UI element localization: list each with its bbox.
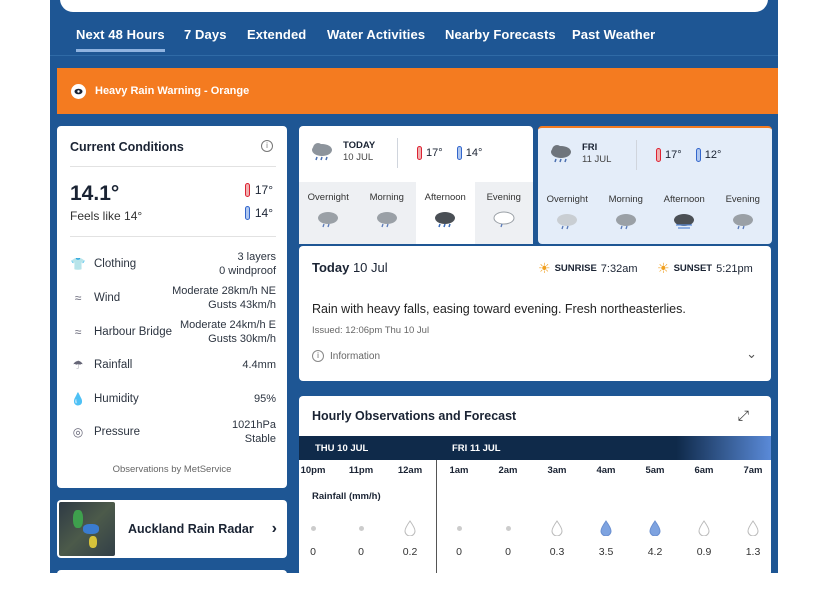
heavy-rain-warning-banner[interactable] <box>57 68 778 114</box>
forecast-day-header: FRI 11 JUL <box>548 142 611 166</box>
no-rain-dot-icon <box>299 526 333 531</box>
sunset-icon: ☀ <box>657 260 670 276</box>
rainfall-value: 1.3 <box>745 546 761 558</box>
divider <box>70 236 276 237</box>
thermometer-hot-icon <box>656 148 661 162</box>
condition-row-wind: ≈ Wind Moderate 28km/h NE Gusts 43km/h <box>70 284 276 312</box>
rainfall-value: 0 <box>358 546 364 558</box>
raindrop-icon <box>586 520 626 541</box>
hour-label: 3am <box>547 465 567 476</box>
forecast-periods <box>538 184 772 246</box>
current-conditions-card <box>57 126 287 488</box>
app-window <box>50 0 778 573</box>
thermometer-cold-icon <box>457 146 462 160</box>
showers-cloud-icon <box>555 211 579 231</box>
raindrop-icon <box>684 520 724 541</box>
search-bar[interactable] <box>60 0 768 12</box>
pressure-icon: ◎ <box>72 425 84 439</box>
current-temperature: 14.1° <box>70 182 120 205</box>
forecast-summary: Rain with heavy falls, easing toward evening. Fresh northeasterlies. <box>312 302 686 316</box>
date-label: FRI 11 JUL <box>452 443 501 454</box>
raindrop-icon <box>537 520 577 541</box>
hour-label: 2am <box>498 465 518 476</box>
rain-cloud-icon <box>309 141 335 163</box>
rainfall-value: 0.9 <box>696 546 712 558</box>
hour-label: 1am <box>449 465 469 476</box>
sunrise: ☀ SUNRISE 7:32am <box>538 260 638 276</box>
hour-label: 11pm <box>348 465 374 476</box>
hour-label: 10pm <box>300 465 326 476</box>
thermometer-cold-icon <box>245 206 250 220</box>
heavy-rain-cloud-icon <box>433 209 457 229</box>
current-conditions-title: Current Conditions <box>70 140 184 154</box>
forecast-day-header: TODAY 10 JUL <box>309 140 375 164</box>
no-rain-dot-icon <box>341 526 381 531</box>
forecast-card-fri[interactable] <box>538 126 772 244</box>
shirt-icon: 👕 <box>70 257 86 271</box>
wind-icon: ≈ <box>74 325 82 339</box>
radar-echo <box>73 510 83 528</box>
next-card-edge <box>57 570 287 573</box>
divider <box>397 138 398 168</box>
period-morning[interactable]: Morning <box>597 184 656 246</box>
rainfall-value: 0 <box>456 546 462 558</box>
forecast-tabs <box>50 20 778 56</box>
information-toggle[interactable]: i Information <box>312 350 380 362</box>
period-afternoon[interactable]: Afternoon <box>655 184 714 246</box>
rain-cloud-icon <box>316 209 340 229</box>
sunrise-icon: ☀ <box>538 260 551 276</box>
condition-row-harbour-bridge: ≈ Harbour Bridge Moderate 24km/h E Gusts 30km/h <box>70 318 276 346</box>
eye-icon <box>71 84 86 99</box>
info-icon: i <box>312 350 324 362</box>
wind-icon: ≈ <box>74 291 82 305</box>
expand-icon[interactable]: ⤢ <box>737 407 749 423</box>
hour-labels <box>299 460 771 484</box>
hour-label: 5am <box>645 465 665 476</box>
humidity-icon: 💧 <box>70 392 86 406</box>
rain-cloud-icon <box>375 209 399 229</box>
divider <box>70 166 276 167</box>
low-temp: 14° <box>245 206 273 220</box>
issued-time: Issued: 12:06pm Thu 10 Jul <box>312 325 430 336</box>
rainfall-value: 0 <box>505 546 511 558</box>
no-rain-dot-icon <box>439 526 479 531</box>
chevron-right-icon[interactable]: › <box>271 520 277 537</box>
period-morning[interactable]: Morning <box>358 182 417 244</box>
rainfall-value: 3.5 <box>598 546 614 558</box>
sunset: ☀ SUNSET 5:21pm <box>657 260 753 276</box>
raindrop-icon <box>733 520 771 541</box>
divider <box>636 140 637 170</box>
period-evening[interactable]: Evening <box>475 182 534 244</box>
rain-icon: ☂ <box>72 358 84 372</box>
forecast-temps: 17° 14° <box>417 146 482 160</box>
tab-7-days[interactable]: 7 Days <box>184 27 227 42</box>
period-evening[interactable]: Evening <box>714 184 773 246</box>
forecast-periods <box>299 182 533 244</box>
today-detail-card <box>299 246 771 381</box>
chevron-down-icon[interactable]: ⌄ <box>746 346 757 361</box>
thermometer-hot-icon <box>245 183 250 197</box>
thermometer-cold-icon <box>696 148 701 162</box>
rain-cloud-icon <box>731 211 755 231</box>
raindrop-icon <box>635 520 675 541</box>
no-rain-dot-icon <box>488 526 528 531</box>
tab-nearby-forecasts[interactable]: Nearby Forecasts <box>445 27 556 42</box>
radar-label: Auckland Rain Radar <box>128 522 254 536</box>
thermometer-hot-icon <box>417 146 422 160</box>
condition-row-humidity: 💧 Humidity 95% <box>70 392 276 406</box>
rainfall-value: 0 <box>310 546 316 558</box>
rain-cloud-icon <box>548 143 574 165</box>
tab-extended[interactable]: Extended <box>247 27 307 42</box>
hour-label: 12am <box>397 465 423 476</box>
period-overnight[interactable]: Overnight <box>299 182 358 244</box>
hour-label: 6am <box>694 465 714 476</box>
rainfall-value: 0.2 <box>402 546 418 558</box>
rain-radar-card[interactable] <box>57 500 287 558</box>
date-label: THU 10 JUL <box>315 443 369 454</box>
info-icon[interactable]: i <box>261 140 273 152</box>
rainfall-value: 0.3 <box>549 546 565 558</box>
detail-date: Today 10 Jul <box>312 260 388 275</box>
period-overnight[interactable]: Overnight <box>538 184 597 246</box>
forecast-card-today[interactable] <box>299 126 533 244</box>
hourly-date-bar <box>299 436 771 460</box>
condition-row-pressure: ◎ Pressure 1021hPa Stable <box>70 418 276 446</box>
condition-row-clothing: 👕 Clothing 3 layers 0 windproof <box>70 251 276 277</box>
light-rain-cloud-icon <box>492 209 516 229</box>
period-afternoon[interactable]: Afternoon <box>416 182 475 244</box>
tab-next-48-hours[interactable]: Next 48 Hours <box>76 27 165 52</box>
rain-cloud-icon <box>614 211 638 231</box>
rainfall-label: Rainfall (mm/h) <box>312 491 381 502</box>
high-temp: 17° <box>245 183 273 197</box>
condition-row-rainfall: ☂ Rainfall 4.4mm <box>70 358 276 372</box>
rainfall-value: 4.2 <box>647 546 663 558</box>
tab-past-weather[interactable]: Past Weather <box>572 27 656 42</box>
tab-water-activities[interactable]: Water Activities <box>327 27 426 42</box>
observations-attribution: Observations by MetService <box>112 464 232 475</box>
radar-echo <box>89 536 97 548</box>
hour-label: 4am <box>596 465 616 476</box>
hourly-forecast-card <box>299 396 771 573</box>
windy-rain-cloud-icon <box>672 211 696 231</box>
radar-map-thumbnail <box>59 502 115 556</box>
hour-label: 7am <box>743 465 763 476</box>
forecast-temps: 17° 12° <box>656 148 721 162</box>
radar-echo <box>83 524 99 534</box>
hourly-title: Hourly Observations and Forecast <box>312 409 517 423</box>
warning-text: Heavy Rain Warning - Orange <box>95 85 250 97</box>
raindrop-icon <box>390 520 430 541</box>
feels-like: Feels like 14° <box>70 209 143 223</box>
day-divider <box>436 460 437 573</box>
